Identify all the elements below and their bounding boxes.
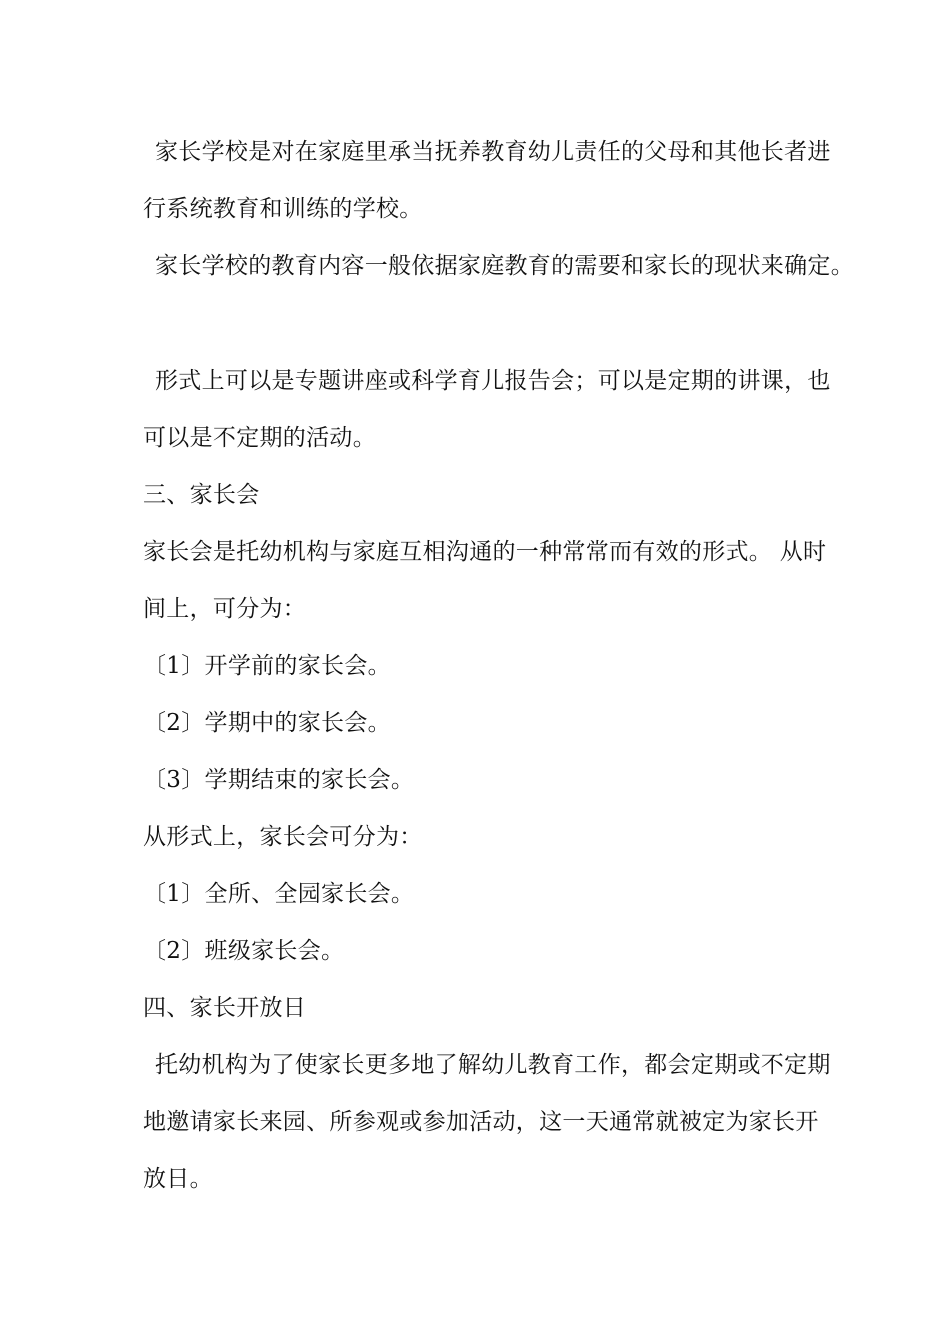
paragraph-4-line-1: 家长会是托幼机构与家庭互相沟通的一种常常而有效的形式。 从时: [143, 539, 827, 565]
paragraph-2-line-1: 家长学校的教育内容一般依据家庭教育的需要和家长的现状来确定。: [155, 253, 854, 279]
section-heading-3: 三、家长会: [143, 482, 260, 508]
list-item-time-1: 〔1〕开学前的家长会。: [143, 653, 391, 679]
section-heading-4: 四、家长开放日: [143, 995, 307, 1021]
paragraph-4-line-2: 间上，可分为：: [143, 596, 307, 622]
list-item-time-3: 〔3〕学期结束的家长会。: [143, 767, 415, 793]
list-item-form-1: 〔1〕全所、全园家长会。: [143, 881, 415, 907]
paragraph-3-line-1: 形式上可以是专题讲座或科学育儿报告会；可以是定期的讲课，也: [155, 368, 831, 394]
paragraph-6-line-1: 托幼机构为了使家长更多地了解幼儿教育工作，都会定期或不定期: [155, 1052, 831, 1078]
paragraph-6-line-3: 放日。: [143, 1166, 213, 1192]
list-item-form-2: 〔2〕班级家长会。: [143, 938, 345, 964]
paragraph-6-line-2: 地邀请家长来园、所参观或参加活动，这一天通常就被定为家长开: [143, 1109, 819, 1135]
paragraph-3-line-2: 可以是不定期的活动。: [143, 425, 376, 451]
list-item-time-2: 〔2〕学期中的家长会。: [143, 710, 391, 736]
paragraph-1-line-2: 行系统教育和训练的学校。: [143, 196, 423, 222]
paragraph-5-line-1: 从形式上，家长会可分为：: [143, 824, 423, 850]
paragraph-1-line-1: 家长学校是对在家庭里承当抚养教育幼儿责任的父母和其他长者进: [155, 139, 831, 165]
